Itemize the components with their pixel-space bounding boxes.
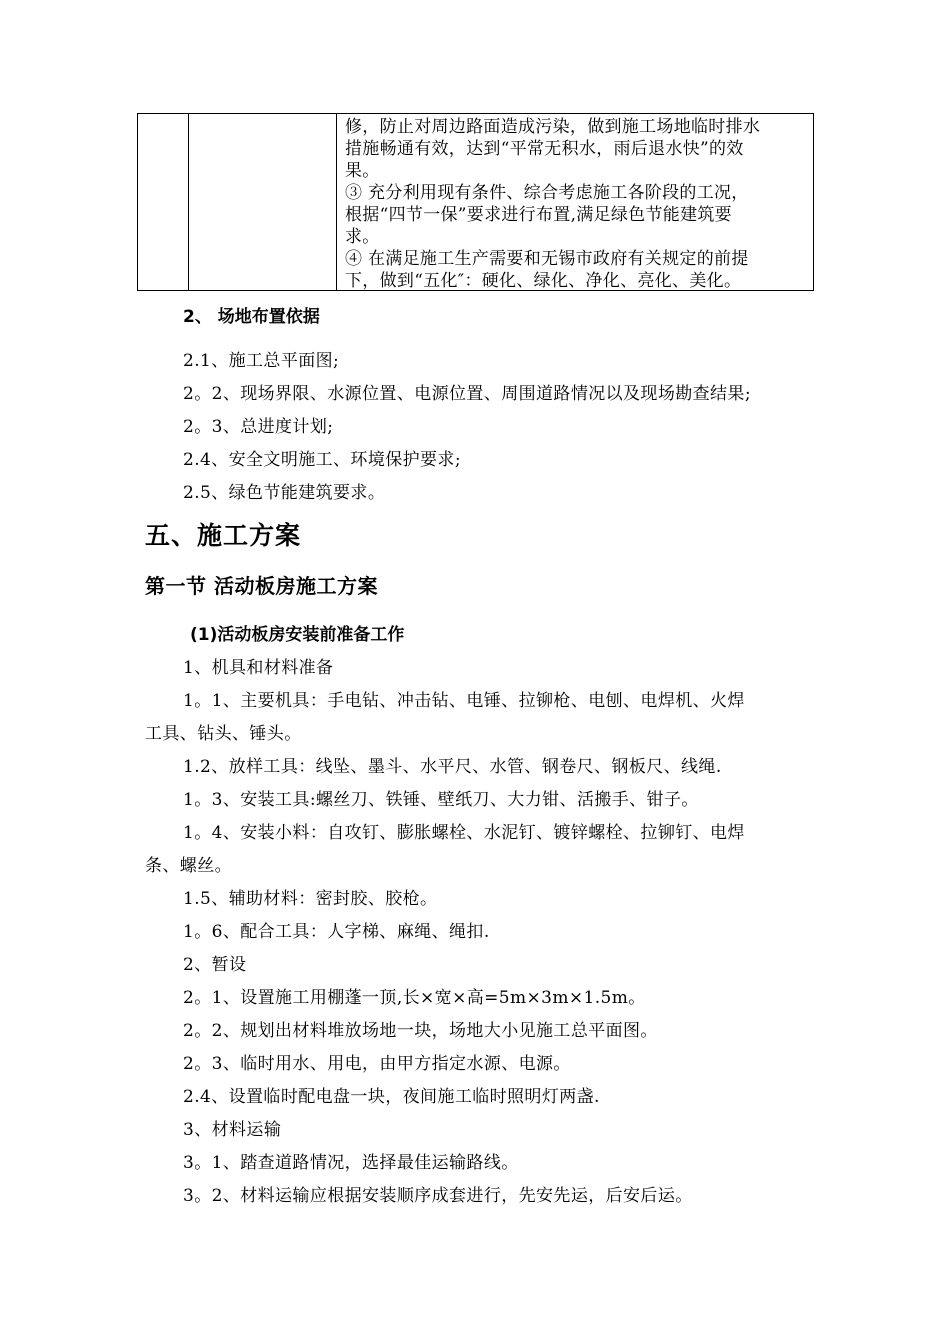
body-line: 3。2、材料运输应根据安装顺序成套进行，先安先运，后安后运。: [183, 1186, 693, 1206]
table-cell-line: 修，防止对周边路面造成污染，做到施工场地临时排水: [345, 117, 761, 137]
body-line: 2、暂设: [183, 955, 247, 975]
table-column-1: [138, 114, 189, 290]
body-line: 2.4、设置临时配电盘一块，夜间施工临时照明灯两盏.: [183, 1087, 600, 1107]
body-line: 工具、钻头、锤头。: [145, 724, 302, 744]
body-line: 2。1、设置施工用棚蓬一顶,长×宽×高=5m×3m×1.5m。: [183, 988, 646, 1008]
table-cell-line: 下，做到“五化″：硬化、绿化、净化、亮化、美化。: [345, 271, 742, 291]
body-line: 3、材料运输: [183, 1120, 282, 1140]
table-cell-line: ④ 在满足施工生产需要和无锡市政府有关规定的前提: [345, 249, 749, 269]
section-title: 第一节 活动板房施工方案: [145, 574, 378, 598]
basis-item: 2。3、总进度计划;: [183, 417, 334, 437]
table-cell-line: 求。: [345, 227, 380, 247]
body-line: 1。4、安装小料：自攻钉、膨胀螺栓、水泥钉、镀锌螺栓、拉铆钉、电焊: [183, 823, 745, 843]
body-line: 1.2、放样工具：线坠、墨斗、水平尺、水管、钢卷尺、钢板尺、线绳.: [183, 757, 722, 777]
basis-item: 2.1、施工总平面图;: [183, 351, 340, 371]
chapter-title: 五、施工方案: [145, 521, 302, 550]
basis-item: 2。2、现场界限、水源位置、电源位置、周围道路情况以及现场勘查结果;: [183, 384, 751, 404]
body-line: 1.5、辅助材料：密封胶、胶枪。: [183, 889, 438, 909]
body-line: 1。1、主要机具：手电钻、冲击钻、电锤、拉铆枪、电刨、电焊机、火焊: [183, 691, 745, 711]
subsection-title: (1)活动板房安装前准备工作: [190, 625, 405, 645]
table-fragment: [137, 113, 814, 291]
body-line: 1。3、安装工具:螺丝刀、铁锤、壁纸刀、大力钳、活搬手、钳子。: [183, 790, 699, 810]
body-line: 条、螺丝。: [145, 856, 232, 876]
table-column-2: [189, 114, 337, 290]
body-line: 2。3、临时用水、用电，由甲方指定水源、电源。: [183, 1054, 571, 1074]
basis-item: 2.4、安全文明施工、环境保护要求;: [183, 450, 461, 470]
basis-item: 2.5、绿色节能建筑要求。: [183, 483, 386, 503]
basis-heading: 2、 场地布置依据: [183, 307, 320, 327]
body-line: 1。6、配合工具：人字梯、麻绳、绳扣.: [183, 922, 490, 942]
table-cell-line: ③ 充分利用现有条件、综合考虑施工各阶段的工况，: [345, 183, 749, 203]
table-cell-line: 根据“四节一保”要求进行布置,满足绿色节能建筑要: [345, 205, 732, 225]
body-line: 3。1、踏查道路情况，选择最佳运输路线。: [183, 1153, 519, 1173]
table-cell-line: 果。: [345, 161, 380, 181]
table-column-3: [337, 114, 813, 290]
body-line: 2。2、规划出材料堆放场地一块，场地大小见施工总平面图。: [183, 1021, 658, 1041]
table-cell-line: 措施畅通有效，达到“平常无积水，雨后退水快”的效: [345, 139, 744, 159]
body-line: 1、机具和材料准备: [183, 658, 334, 678]
